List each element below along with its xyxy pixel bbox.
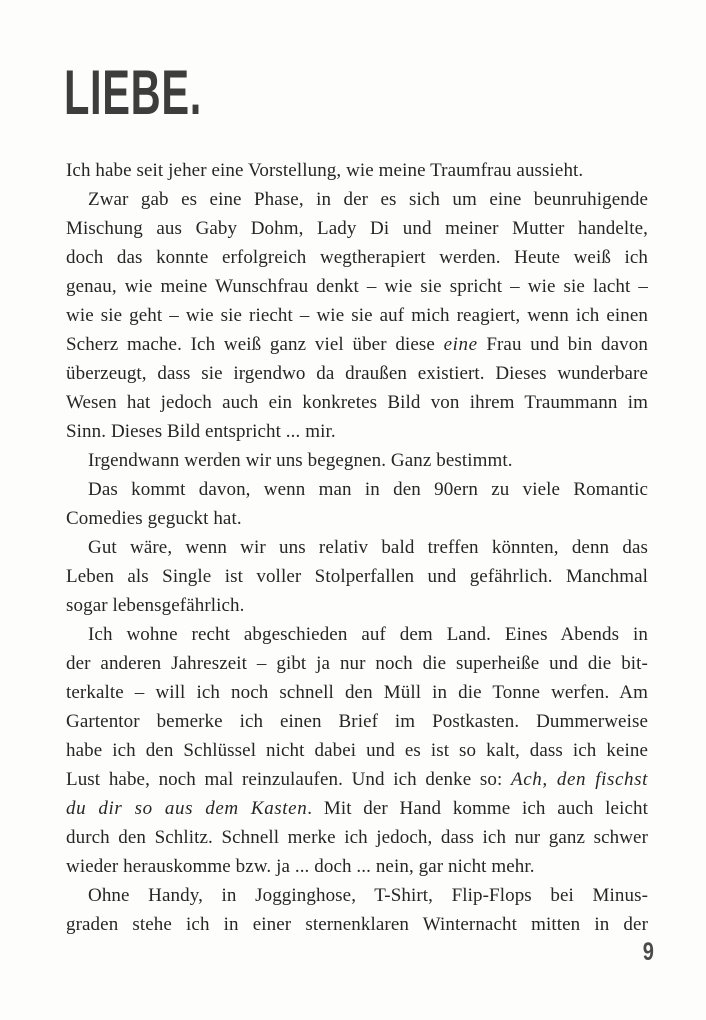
text-line: Gartentor bemerke ich einen Brief im Postkasten. Dummerweise — [66, 711, 648, 732]
text-line: Leben als Single ist voller Stolperfallen und gefährlich. Manchmal — [66, 566, 648, 587]
text-line: Scherz mache. Ich weiß ganz viel über diese eine Frau und bin davon — [66, 334, 648, 355]
text-line: Ich habe seit jeher eine Vorstellung, wie meine Traumfrau aussieht. — [66, 160, 584, 181]
page-number: 9 — [642, 938, 654, 966]
text-line: Mischung aus Gaby Dohm, Lady Di und meiner Mutter handelte, — [66, 218, 648, 239]
text-line: Sinn. Dieses Bild entspricht ... mir. — [66, 421, 336, 442]
text-line: Wesen hat jedoch auch ein konkretes Bild von ihrem Traummann im — [66, 392, 648, 413]
text-line: terkalte – will ich noch schnell den Müll in die Tonne werfen. Am — [66, 682, 648, 703]
text-line: wie sie geht – wie sie riecht – wie sie auf mich reagiert, wenn ich einen — [66, 305, 648, 326]
text-line: wieder herauskomme bzw. ja ... doch ... nein, gar nicht mehr. — [66, 856, 535, 877]
text-line: du dir so aus dem Kasten. Mit der Hand komme ich auch leicht — [66, 798, 648, 819]
text-line: Ohne Handy, in Jogginghose, T-Shirt, Flip-Flops bei Minus- — [88, 885, 648, 906]
text-line: durch den Schlitz. Schnell merke ich jedoch, dass ich nur ganz schwer — [66, 827, 648, 848]
text-line: graden stehe ich in einer sternenklaren Winternacht mitten in der — [66, 914, 648, 935]
page-body — [66, 156, 648, 939]
text-line: Gut wäre, wenn wir uns relativ bald treffen könnten, denn das — [88, 537, 648, 558]
text-line: Ich wohne recht abgeschieden auf dem Land. Eines Abends in — [88, 624, 648, 645]
text-line: Das kommt davon, wenn man in den 90ern zu viele Romantic — [88, 479, 648, 500]
chapter-title: LIEBE. — [64, 58, 202, 128]
text-line: habe ich den Schlüssel nicht dabei und es ist so kalt, dass ich keine — [66, 740, 648, 761]
text-line: sogar lebensgefährlich. — [66, 595, 245, 616]
text-line: Comedies geguckt hat. — [66, 508, 242, 529]
text-line: doch das konnte erfolgreich wegtherapiert werden. Heute weiß ich — [66, 247, 648, 268]
text-line: genau, wie meine Wunschfrau denkt – wie sie spricht – wie sie lacht – — [66, 276, 648, 297]
text-line: Zwar gab es eine Phase, in der es sich um eine beunruhigende — [88, 189, 648, 210]
text-line: der anderen Jahreszeit – gibt ja nur noch die superheiße und die bit- — [66, 653, 648, 674]
text-line: überzeugt, dass sie irgendwo da draußen existiert. Dieses wunderbare — [66, 363, 648, 384]
text-line: Irgendwann werden wir uns begegnen. Ganz bestimmt. — [88, 450, 513, 471]
text-line: Lust habe, noch mal reinzulaufen. Und ich denke so: Ach, den fischst — [66, 769, 648, 790]
